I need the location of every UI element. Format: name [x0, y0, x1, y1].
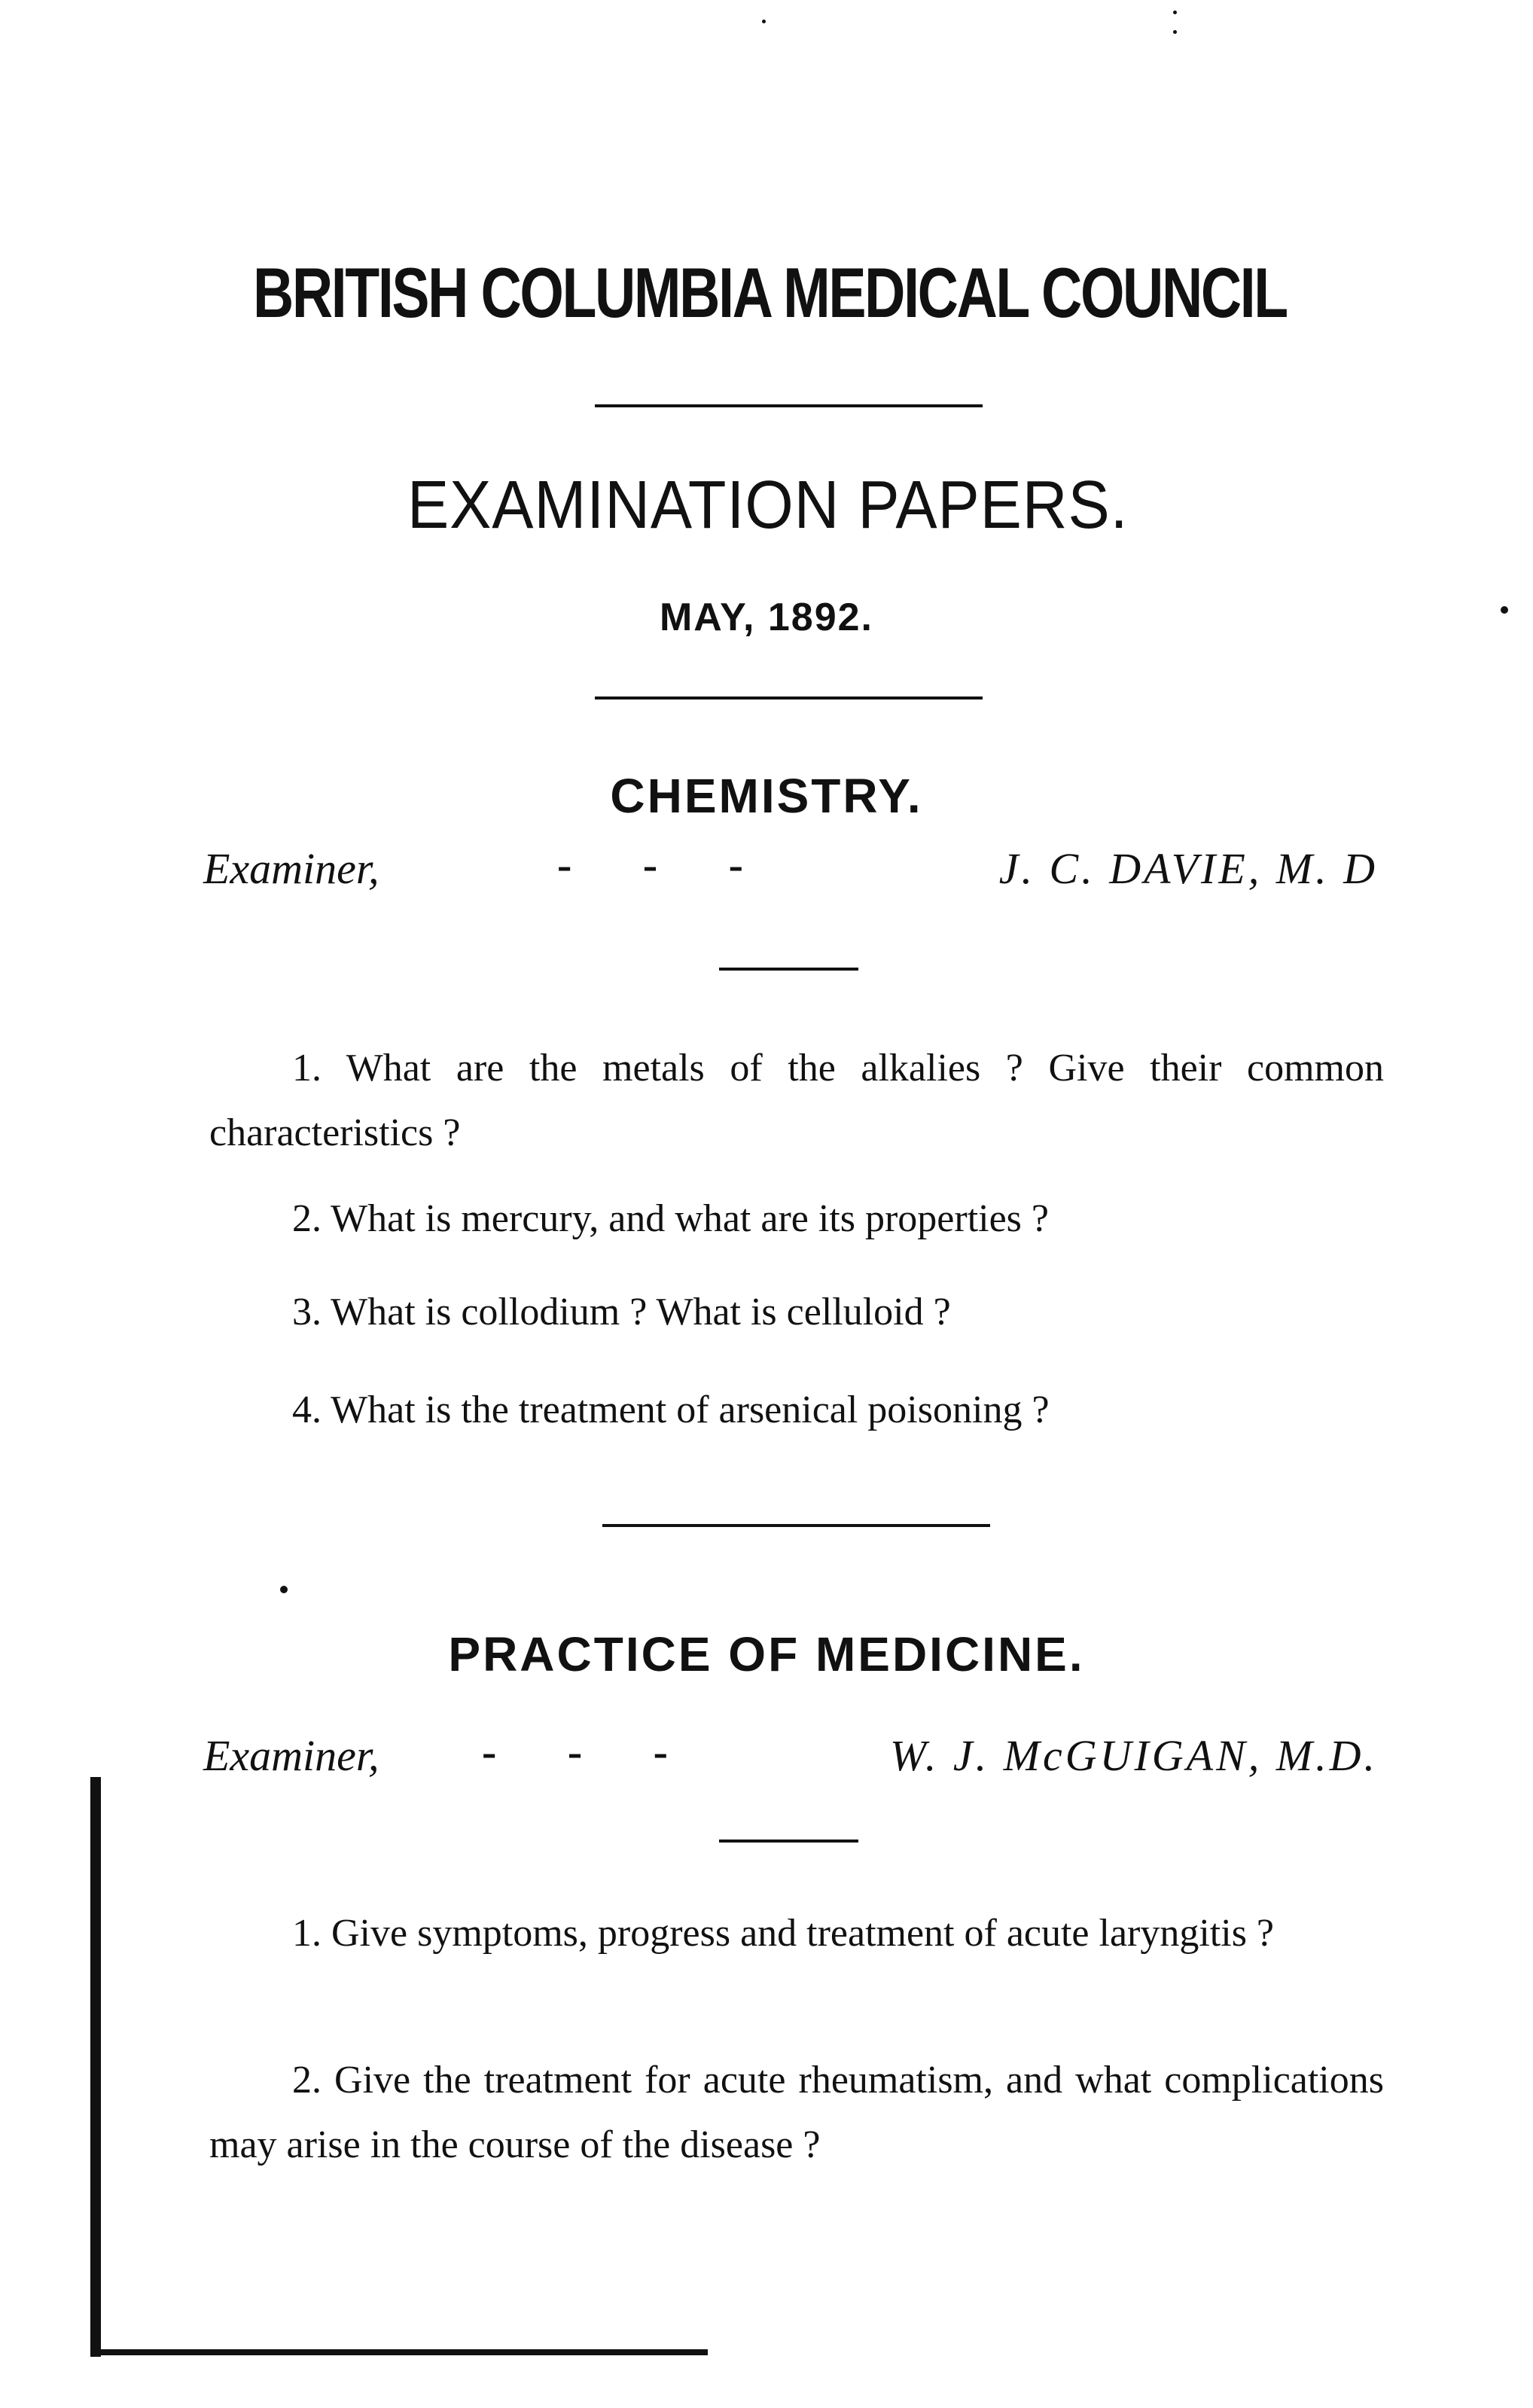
ink-speck [1173, 11, 1177, 14]
question-chemistry-1: 1. What are the metals of the alkalies ? Give their common characteristics ? [209, 1047, 1384, 1154]
examiner-dashes: - - - [482, 1727, 668, 1776]
examiner-row-medicine [203, 1727, 1378, 1798]
examiner-dashes: - - - [557, 840, 743, 889]
exam-date: MAY, 1892. [659, 596, 874, 639]
examiner-label: Examiner, [203, 844, 379, 893]
examiner-label: Examiner, [203, 1731, 379, 1780]
question-medicine-1: 1. Give symptoms, progress and treatment of acute laryngitis ? [292, 1912, 1275, 1955]
ink-speck [1173, 30, 1177, 34]
header-divider [595, 404, 983, 407]
date-divider [595, 696, 983, 700]
question-medicine-2: 2. Give the treatment for acute rheumatism, and what complications may arise in the course of the disease ? [209, 2059, 1384, 2166]
document-subtitle: EXAMINATION PAPERS. [407, 468, 1129, 543]
question-chemistry-4: 4. What is the treatment of arsenical poisoning ? [292, 1388, 1050, 1431]
page-edge-shadow [90, 1777, 101, 2357]
ink-speck [280, 1586, 288, 1593]
examiner-row-chemistry [203, 840, 1378, 911]
section-divider [719, 1840, 858, 1843]
ink-speck [1501, 606, 1508, 614]
section-separator [602, 1524, 990, 1527]
council-title: BRITISH COLUMBIA MEDICAL COUNCIL [252, 253, 1287, 332]
examiner-name: W. J. McGUIGAN, M.D. [889, 1731, 1378, 1780]
section-title-chemistry: CHEMISTRY. [610, 769, 923, 823]
section-title-medicine: PRACTICE OF MEDICINE. [448, 1627, 1085, 1681]
question-chemistry-2: 2. What is mercury, and what are its properties ? [292, 1197, 1049, 1240]
ink-speck [762, 20, 766, 23]
question-chemistry-3: 3. What is collodium ? What is celluloid ? [292, 1291, 951, 1334]
section-divider [719, 968, 858, 971]
bottom-edge-line [90, 2349, 708, 2355]
examiner-name: J. C. DAVIE, M. D [998, 844, 1378, 893]
